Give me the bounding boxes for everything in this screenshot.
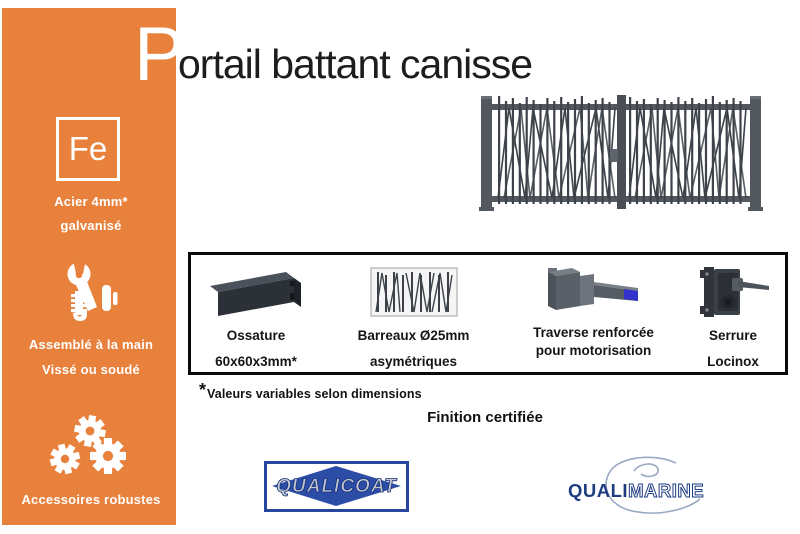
feature-serrure <box>681 255 785 372</box>
features-box <box>188 252 788 375</box>
feature-barreaux <box>321 255 506 372</box>
page-title-initial: P <box>134 12 185 97</box>
feature-sublabel: asymétriques <box>369 354 458 369</box>
fe-icon <box>56 117 120 181</box>
footnote-text: Valeurs variables selon dimensions <box>207 387 422 401</box>
gears-icon <box>48 412 132 478</box>
footnote-asterisk: * <box>199 380 207 400</box>
sidebar-line-accessoires: Accessoires robustes <box>21 492 161 507</box>
feature-ossature <box>191 255 321 372</box>
swing-gate-illustration <box>478 92 764 218</box>
lock-icon <box>694 264 772 320</box>
feature-sublabel: Locinox <box>707 354 759 369</box>
motorisation-crossbar-icon <box>538 264 650 320</box>
page-title: ortail battant canisse <box>178 41 533 87</box>
qualimarine-text: QUALIMARINE <box>568 480 705 501</box>
sidebar-line-galvanise: galvanisé <box>60 218 122 233</box>
feature-sublabel: pour motorisation <box>535 343 652 358</box>
fe-symbol: Fe <box>68 130 108 167</box>
sidebar-line-acier: Acier 4mm* <box>54 194 128 209</box>
sidebar-line-assemble: Assemblé à la main <box>28 337 154 352</box>
qualicoat-text: QUALICOAT <box>276 476 397 497</box>
wrench-icon <box>62 261 118 323</box>
finish-certified-label: Finition certifiée <box>427 409 543 426</box>
feature-sublabel: 60x60x3mm* <box>215 354 297 369</box>
feature-label: Serrure <box>708 328 758 343</box>
feature-label: Barreaux Ø25mm <box>357 328 470 343</box>
qualimarine-logo <box>558 453 718 521</box>
qualicoat-logo <box>264 461 409 512</box>
footnote <box>199 381 422 401</box>
feature-traverse <box>506 255 681 372</box>
feature-label: Ossature <box>226 328 286 343</box>
frame-profile-icon <box>206 264 306 320</box>
bars-pattern-icon <box>370 267 458 317</box>
sidebar-line-visse: Vissé ou soudé <box>42 362 140 377</box>
feature-label: Traverse renforcée <box>533 325 654 340</box>
